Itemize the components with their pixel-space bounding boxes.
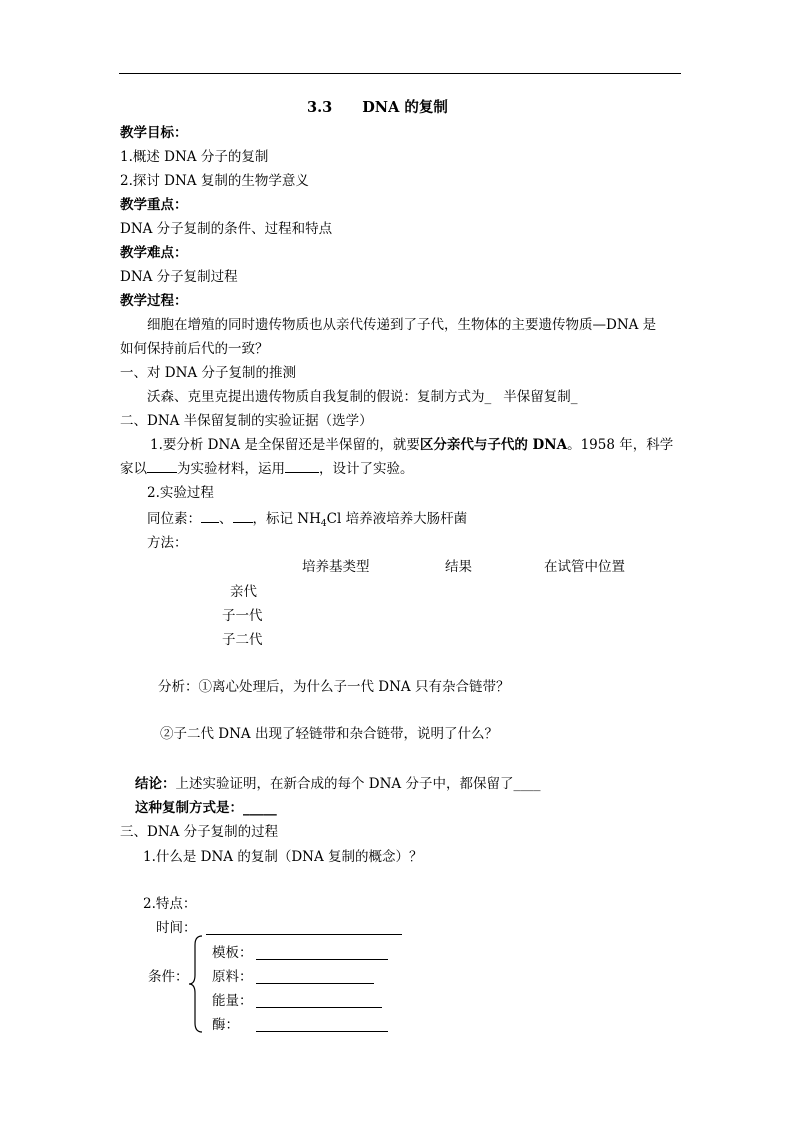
goals-heading: 教学目标：: [120, 125, 188, 141]
blank-material: [147, 460, 177, 473]
method-label: 方法：: [147, 535, 188, 551]
table-row-gen2: 子二代: [222, 632, 263, 648]
section1-heading: 一、对 DNA 分子复制的推测: [120, 365, 296, 381]
difficulties-text: DNA 分子复制过程: [120, 269, 238, 285]
time-blank: [206, 934, 402, 935]
condition-enzyme-label: 酶：: [212, 1017, 239, 1033]
conditions-label: 条件：: [148, 969, 189, 985]
process-intro-line1: 细胞在增殖的同时遗传物质也从亲代传递到了子代，生物体的主要遗传物质—DNA 是: [147, 317, 657, 333]
section2-p1-line2: 家以 为实验材料，运用 ，设计了实验。: [120, 461, 414, 477]
analysis-question-1: 分析：①离心处理后，为什么子一代 DNA 只有杂合链带？: [158, 679, 510, 695]
table-row-parent: 亲代: [230, 584, 257, 600]
blank-isotope-2: [233, 510, 253, 523]
table-header-position: 在试管中位置: [544, 559, 625, 575]
condition-energy-blank: [256, 1007, 382, 1008]
page-title: 3.3 DNA 的复制: [307, 99, 448, 116]
difficulties-heading: 教学难点：: [120, 245, 188, 261]
section1-text: 沃森、克里克提出遗传物质自我复制的假说：复制方式为_ 半保留复制_: [147, 389, 578, 405]
goal-item-1: 1.概述 DNA 分子的复制: [120, 149, 269, 165]
section2-heading: 二、DNA 半保留复制的实验证据（选学）: [120, 413, 373, 429]
condition-template-label: 模板：: [212, 945, 253, 961]
process-heading: 教学过程：: [120, 293, 188, 309]
section2-p1-line1: 1.要分析 DNA 是全保留还是半保留的，就要区分亲代与子代的 DNA。1958 年，科学: [150, 437, 674, 453]
section3-q2: 2.特点：: [143, 896, 197, 912]
header-rule: [119, 73, 681, 74]
blank-technique: [285, 460, 319, 473]
curly-brace-icon: [188, 935, 204, 1033]
section3-heading: 三、DNA 分子复制的过程: [120, 824, 279, 840]
key-points-heading: 教学重点：: [120, 197, 188, 213]
section3-q1: 1.什么是 DNA 的复制（DNA 复制的概念）？: [143, 849, 423, 865]
section2-p2: 2.实验过程: [147, 485, 214, 501]
process-intro-line2: 如何保持前后代的一致？: [120, 341, 269, 357]
key-points-text: DNA 分子复制的条件、过程和特点: [120, 221, 333, 237]
condition-enzyme-blank: [256, 1031, 388, 1032]
isotope-line: 同位素： 、 ，标记 $NH_4Cl$ 培养液培养大肠杆菌: [147, 511, 468, 529]
condition-raw-material-label: 原料：: [212, 969, 253, 985]
condition-template-blank: [256, 959, 388, 960]
table-row-gen1: 子一代: [222, 608, 263, 624]
table-header-result: 结果: [445, 559, 472, 575]
replication-mode-line: 这种复制方式是：_____: [135, 800, 277, 816]
goal-item-2: 2.探讨 DNA 复制的生物学意义: [120, 173, 309, 189]
blank-isotope-1: [201, 510, 219, 523]
time-label: 时间：: [156, 920, 197, 936]
condition-energy-label: 能量：: [212, 993, 253, 1009]
table-header-medium: 培养基类型: [302, 559, 370, 575]
conclusion-line: 结论：上述实验证明，在新合成的每个 DNA 分子中，都保留了____: [135, 776, 541, 792]
condition-raw-material-blank: [256, 983, 374, 984]
analysis-question-2: ②子二代 DNA 出现了轻链带和杂合链带，说明了什么？: [160, 726, 498, 742]
